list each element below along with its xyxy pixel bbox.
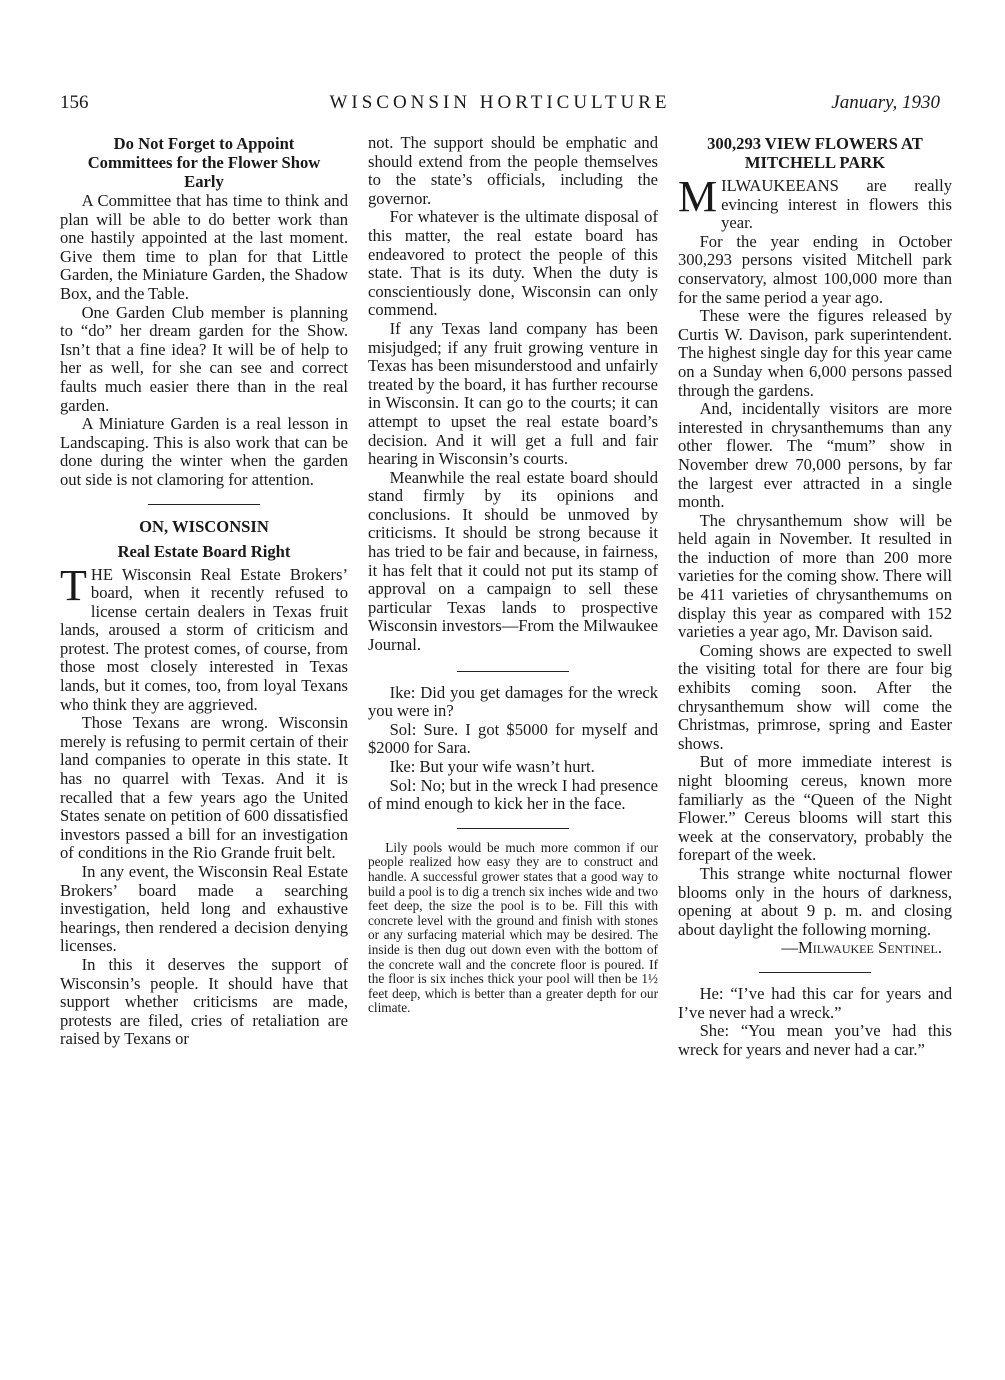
paragraph: A Committee that has time to think and plan will be able to do better work than one hastily appointed at the last moment. Give them time to plan for that Little Garden, the Miniature Garden, the Shadow Box, and the Table. [60,191,348,303]
source-credit: —Milwaukee Sentinel. [781,938,942,958]
joke-line: Sol: No; but in the wreck I had presence of mind enough to kick her in the face. [368,775,658,814]
column-1 [60,134,348,1049]
issue-date: January, 1930 [831,92,940,113]
paragraph-continued: not. The support should be emphatic and should extend from the people themselves to the state’s officials, including the governor. [368,133,658,208]
section-divider [457,671,569,672]
paragraph: Those Texans are wrong. Wisconsin merely is refusing to permit certain of their land companies to operate in this state. It has no quarrel with Texas. And it is recalled that a few years ago the United States senate on petition of 600 dissatisfied investors passed a bill for an investigation of conditions in the Rio Grande fruit belt. [60,713,348,863]
running-header [60,92,940,118]
article-title-on-wisconsin: ON, WISCONSIN [139,516,269,536]
journal-title: WISCONSIN HORTICULTURE [329,92,671,113]
paragraph: This strange white nocturnal flower blooms only in the hours of darkness, opening at about 9 p. m. and closing about daylight the following morning. [678,863,952,939]
paragraph: Coming shows are expected to swell the visiting total for there are four big exhibits coming soon. After the chrysanthemum show will come the Christmas, primrose, spring and Easter shows. [678,640,952,753]
article-title-mitchell-park: 300,293 VIEW FLOWERS AT MITCHELL PARK [707,134,923,172]
section-divider [148,504,260,505]
joke-line: Sol: Sure. I got $5000 for myself and $2000 for Sara. [368,719,658,758]
article-subtitle: Real Estate Board Right [117,541,291,561]
paragraph: In any event, the Wisconsin Real Estate Brokers’ board made a searching investigation, held long and exhaustive hearings, then rendered a decision denying licenses. [60,862,348,956]
paragraph: For whatever is the ultimate disposal of this matter, the real estate board has endeavored to protect the people of this state. That is its duty. When the duty is conscientiously done, Wisconsin can only commend. [368,207,658,320]
section-divider [457,828,569,829]
joke-line: He: “I’ve had this car for years and I’ve never had a wreck.” [678,983,952,1022]
paragraph: For the year ending in October 300,293 persons visited Mitchell park conservatory, almost 100,000 more than for the same period a year ago. [678,231,952,307]
paragraph: Lily pools would be much more common if our people realized how easy they are to construct and handle. A successful grower states that a good way to build a pool is to dig a trench six inches wide and two feet deep, the size the pool is to be. Fill this with concrete level with the ground and finish with stones or any surfacing material which may be desired. The inside is then dug out down even with the bottom of the concrete wall and the concrete floor is poured. If the floor is six inches thick your pool will then be 1½ feet deep, which is better than a greater depth for our climate. [368,839,658,1016]
section-divider [759,972,871,973]
drop-cap: M [678,172,718,221]
paragraph: These were the figures released by Curtis W. Davison, park superintendent. The highest single day for this year came on a Sunday when 6,000 persons passed through the gardens. [678,306,952,400]
joke-line: Ike: But your wife wasn’t hurt. [389,757,595,776]
paragraph-lead: MILWAUKEEANS are really evincing interest in flowers this year. [678,172,952,233]
paragraph: One Garden Club member is planning to “do” her dream garden for the Show. Isn’t that a fine idea? It will be of help to her as well, for she can see and correct faults much easier there than in the real garden. [60,302,348,415]
joke-line: She: “You mean you’ve had this wreck for years and never had a car.” [678,1021,952,1059]
paragraph: A Miniature Garden is a real lesson in Landscaping. This is also work that can be done during the winter when the garden out side is not clamoring for attention. [60,414,348,489]
page-number: 156 [60,92,89,113]
paragraph: But of more immediate interest is night blooming cereus, known more familiarly as the “Queen of the Night Flower.” Cereus blooms will start this week at the conservatory, probably the forepart of the week. [678,752,952,865]
paragraph: The chrysanthemum show will be held again in November. It resulted in the induction of more than 200 more varieties for the coming show. There will be 411 varieties of chrysanthemums on display this year as compared with 152 varieties a year ago, Mr. Davison said. [678,510,952,642]
lily-pools-note [368,841,658,1016]
paragraph: In this it deserves the support of Wisconsin’s people. It should have that support whether criticisms are made, protests are filed, cries of retaliation are raised by Texans or [60,954,348,1049]
paragraph-lead: THE Wisconsin Real Estate Brokers’ board, when it recently refused to license certain dealers in Texas fruit lands, aroused a storm of criticism and protest. The protest comes, of course, from those most closely interested in Texas lands, but it comes, too, from loyal Texans who think they are aggrieved. [60,560,348,714]
column-2 [368,134,658,1016]
paragraph: If any Texas land company has been misjudged; if any fruit growing venture in Texas has been misunderstood and unfairly treated by the board, it has further recourse in Wisconsin. It can go to the courts; it can attempt to upset the real estate board’s decision. And it will get a full and fair hearing in Wisconsin’s courts. [368,318,658,469]
article-title-flower-show: Do Not Forget to Appoint Committees for the Flower Show Early [87,134,321,191]
drop-cap: T [60,560,87,610]
paragraph: Meanwhile the real estate board should stand firmly by its opinions and conclusions. It should be unmoved by criticisms. It should be strong because it has tried to be fair and because, in fairness, it has felt that it could not put its stamp of approval on a campaign to sell these particular Texas lands to prospective Wisconsin investors—From the Milwaukee Journal. [368,467,658,655]
paragraph: And, incidentally visitors are more interested in chrysanthemums than any other flower. The “mum” show in November drew 70,000 persons, by far the largest ever attracted in a single month. [678,399,952,512]
joke-line: Ike: Did you get damages for the wreck you were in? [368,682,658,721]
column-3 [678,134,952,1059]
